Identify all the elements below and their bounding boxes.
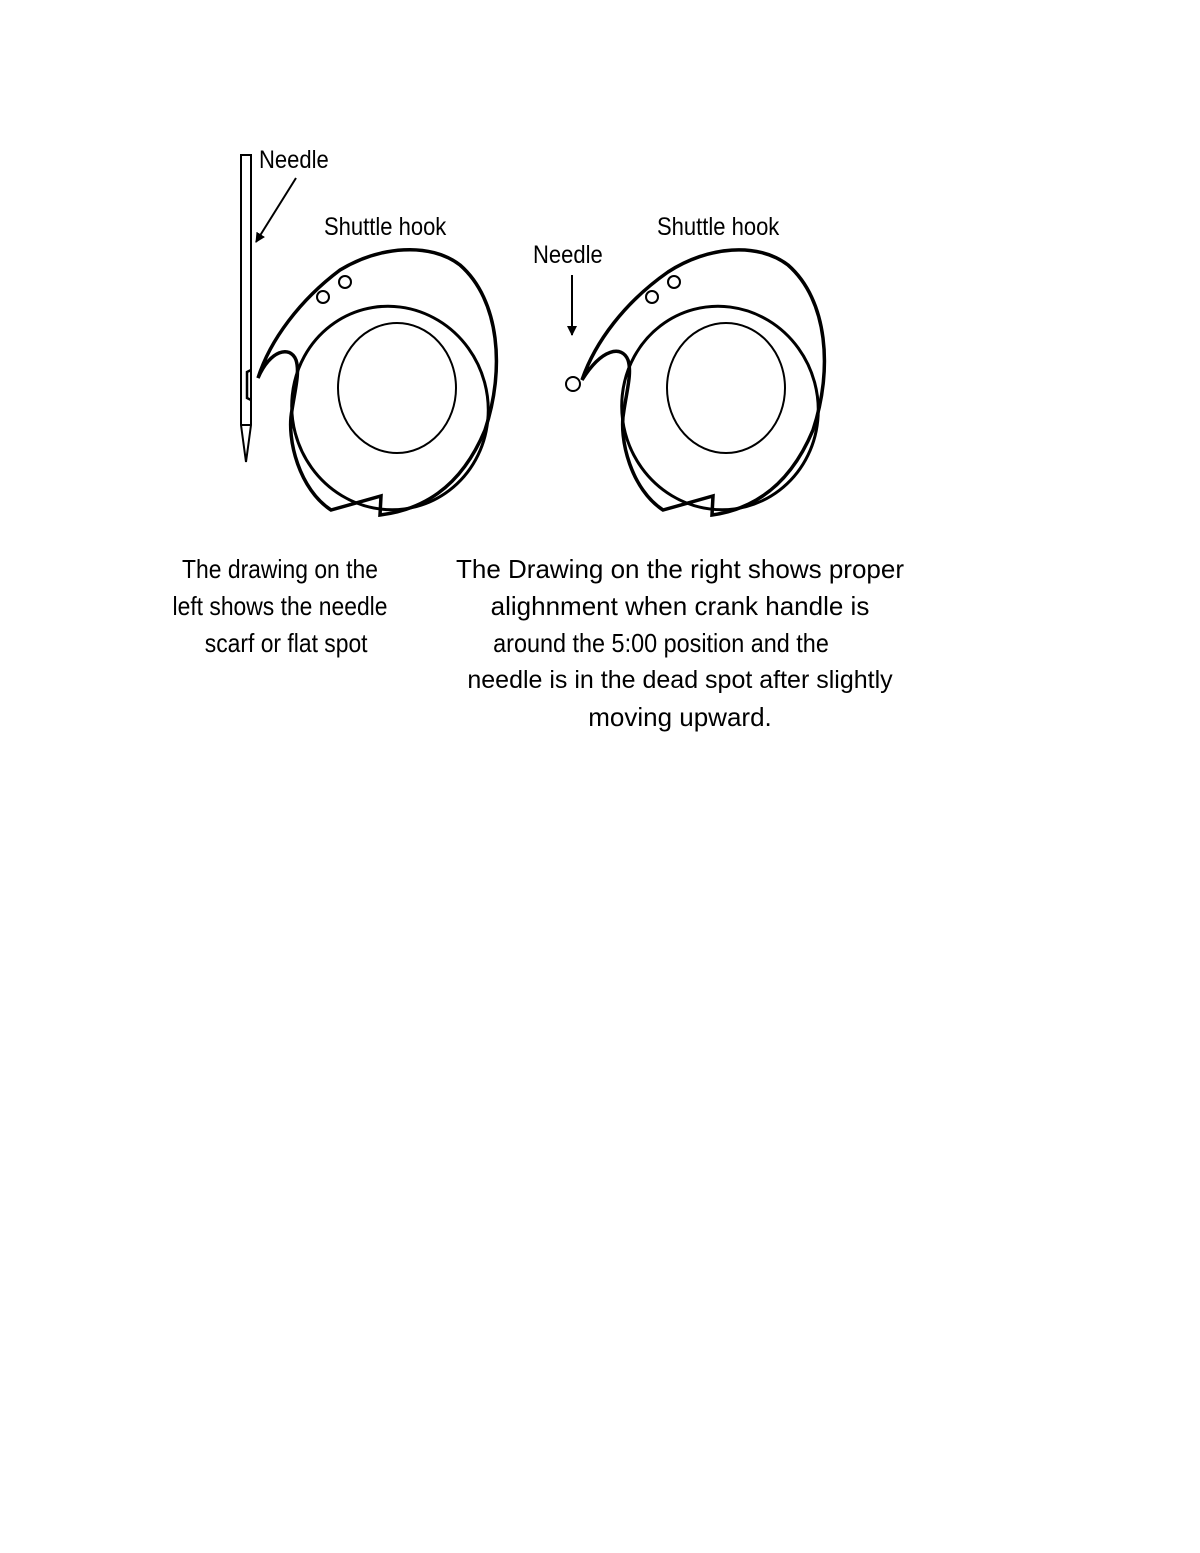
- right-needle-label: Needle: [533, 241, 603, 269]
- left-needle-label: Needle: [259, 146, 329, 174]
- left-needle-pointer-arrow: [256, 178, 296, 242]
- right-caption-line-4: needle is in the dead spot after slightly: [467, 666, 893, 694]
- left-caption-line-3: scarf or flat spot: [204, 628, 368, 658]
- left-drawing: [241, 155, 511, 532]
- left-shuttle-hook-shape: [258, 250, 511, 532]
- left-caption: [130, 551, 430, 662]
- right-shuttle-hook-shape: [582, 250, 841, 532]
- right-caption: [430, 551, 930, 736]
- right-caption-line-5: moving upward.: [588, 702, 772, 732]
- right-drawing: [566, 250, 841, 532]
- left-shuttle-hook-label: Shuttle hook: [324, 213, 447, 241]
- left-needle-shape: [241, 155, 251, 462]
- left-caption-line-2: left shows the needle: [172, 591, 388, 621]
- right-needle-cross-section: [566, 377, 580, 391]
- right-caption-line-1: The Drawing on the right shows proper: [455, 554, 904, 584]
- left-caption-line-1: The drawing on the: [182, 554, 378, 584]
- right-shuttle-hook-label: Shuttle hook: [657, 213, 780, 241]
- right-caption-line-3: around the 5:00 position and the: [493, 628, 829, 658]
- right-caption-line-2: alighnment when crank handle is: [490, 591, 870, 621]
